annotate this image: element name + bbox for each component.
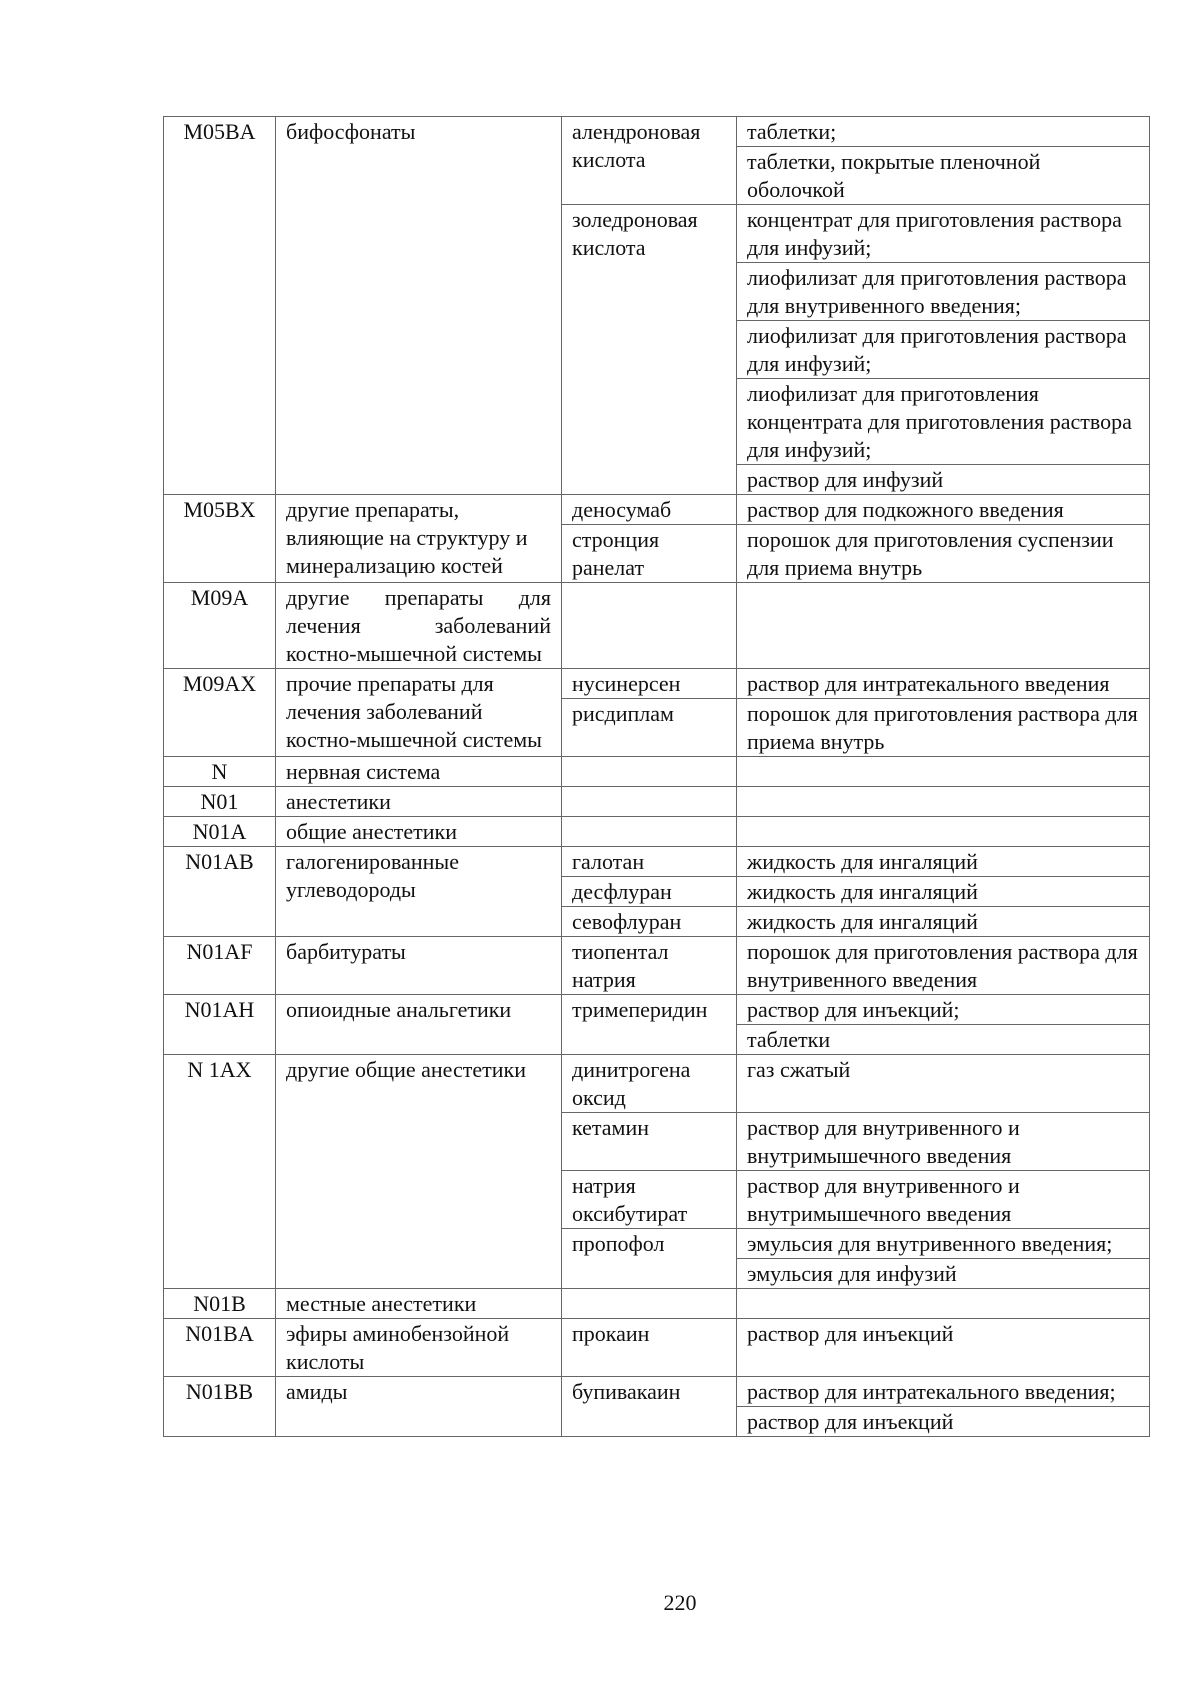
dosage-form-cell: жидкость для ингаляций [737,877,1150,907]
atc-code-cell: N [164,757,276,787]
group-name-cell: эфиры аминобензойной кислоты [276,1319,562,1377]
table-row [164,995,1150,1025]
dosage-form-cell: концентрат для приготовления раствора для инфузий; [737,205,1150,263]
group-name-cell: другие общие анестетики [276,1055,562,1289]
atc-code-cell: N01 [164,787,276,817]
drug-name-cell: десфлуран [562,877,737,907]
atc-code-cell: M05BA [164,117,276,495]
atc-code-cell: N01A [164,817,276,847]
atc-code-cell: N01AF [164,937,276,995]
dosage-form-cell: раствор для инъекций [737,1319,1150,1377]
group-name-cell: бифосфонаты [276,117,562,495]
atc-code-cell: N01AH [164,995,276,1055]
dosage-form-cell: жидкость для ингаляций [737,847,1150,877]
dosage-form-cell [737,1289,1150,1319]
drug-name-cell: тиопентал натрия [562,937,737,995]
drug-name-cell: пропофол [562,1229,737,1289]
table-row [164,117,1150,147]
dosage-form-cell: раствор для интратекального введения [737,669,1150,699]
table-row [164,1289,1150,1319]
dosage-form-cell: раствор для внутривенного и внутримышечного введения [737,1113,1150,1171]
drug-name-cell: кетамин [562,1113,737,1171]
drug-name-cell: стронция ранелат [562,525,737,583]
drug-name-cell: алендроновая кислота [562,117,737,205]
drug-name-cell [562,583,737,669]
dosage-form-cell: порошок для приготовления раствора для внутривенного введения [737,937,1150,995]
group-name-cell: барбитураты [276,937,562,995]
drug-name-cell: натрия оксибутират [562,1171,737,1229]
table-row [164,817,1150,847]
page-number: 220 [663,1590,697,1615]
atc-code-cell: N01BB [164,1377,276,1437]
drug-name-cell [562,817,737,847]
group-name-cell: галогенированные углеводороды [276,847,562,937]
group-name-cell: другие препараты для лечения заболеваний костно-мышечной системы [276,583,562,669]
drug-name-cell: нусинерсен [562,669,737,699]
dosage-form-cell: порошок для приготовления суспензии для приема внутрь [737,525,1150,583]
dosage-form-cell: раствор для инъекций [737,1407,1150,1437]
table-row [164,847,1150,877]
table-row [164,937,1150,995]
drug-name-cell: прокаин [562,1319,737,1377]
drug-name-cell: деносумаб [562,495,737,525]
drug-name-cell: бупивакаин [562,1377,737,1437]
drug-name-cell [562,787,737,817]
dosage-form-cell: лиофилизат для приготовления концентрата для приготовления раствора для инфузий; [737,379,1150,465]
dosage-form-cell: лиофилизат для приготовления раствора для внутривенного введения; [737,263,1150,321]
drug-name-cell [562,757,737,787]
atc-code-cell: N01BA [164,1319,276,1377]
drug-name-cell: динитрогена оксид [562,1055,737,1113]
group-name-cell: другие препараты, влияющие на структуру и минерализацию костей [276,495,562,583]
dosage-form-cell: эмульсия для инфузий [737,1259,1150,1289]
drug-name-cell: галотан [562,847,737,877]
dosage-form-cell [737,817,1150,847]
table-row [164,1377,1150,1407]
table-row [164,669,1150,699]
dosage-form-cell: раствор для интратекального введения; [737,1377,1150,1407]
dosage-form-cell: лиофилизат для приготовления раствора для инфузий; [737,321,1150,379]
group-name-cell: нервная система [276,757,562,787]
drug-name-cell: тримеперидин [562,995,737,1055]
atc-code-cell: N 1AX [164,1055,276,1289]
atc-code-cell: M09A [164,583,276,669]
table-row [164,1055,1150,1113]
dosage-form-cell: раствор для внутривенного и внутримышечного введения [737,1171,1150,1229]
dosage-form-cell: жидкость для ингаляций [737,907,1150,937]
dosage-form-cell: раствор для подкожного введения [737,495,1150,525]
dosage-form-cell [737,583,1150,669]
table-row [164,787,1150,817]
dosage-form-cell: раствор для инъекций; [737,995,1150,1025]
dosage-form-cell: газ сжатый [737,1055,1150,1113]
group-name-cell: анестетики [276,787,562,817]
table-row [164,495,1150,525]
atc-drug-table [163,116,1150,1437]
dosage-form-cell: раствор для инфузий [737,465,1150,495]
atc-code-cell: M05BX [164,495,276,583]
group-name-cell: прочие препараты для лечения заболеваний костно-мышечной системы [276,669,562,757]
dosage-form-cell: таблетки; [737,117,1150,147]
table-row [164,757,1150,787]
drug-name-cell: рисдиплам [562,699,737,757]
group-name-cell: общие анестетики [276,817,562,847]
dosage-form-cell [737,787,1150,817]
dosage-form-cell: эмульсия для внутривенного введения; [737,1229,1150,1259]
drug-name-cell: золедроновая кислота [562,205,737,495]
drug-name-cell: севофлуран [562,907,737,937]
atc-code-cell: N01AB [164,847,276,937]
dosage-form-cell [737,757,1150,787]
group-name-cell: опиоидные анальгетики [276,995,562,1055]
atc-code-cell: M09AX [164,669,276,757]
atc-code-cell: N01B [164,1289,276,1319]
table-row [164,1319,1150,1377]
group-name-cell: амиды [276,1377,562,1437]
drug-name-cell [562,1289,737,1319]
dosage-form-cell: таблетки, покрытые пленочной оболочкой [737,147,1150,205]
group-name-cell: местные анестетики [276,1289,562,1319]
dosage-form-cell: таблетки [737,1025,1150,1055]
table-row [164,583,1150,669]
dosage-form-cell: порошок для приготовления раствора для приема внутрь [737,699,1150,757]
